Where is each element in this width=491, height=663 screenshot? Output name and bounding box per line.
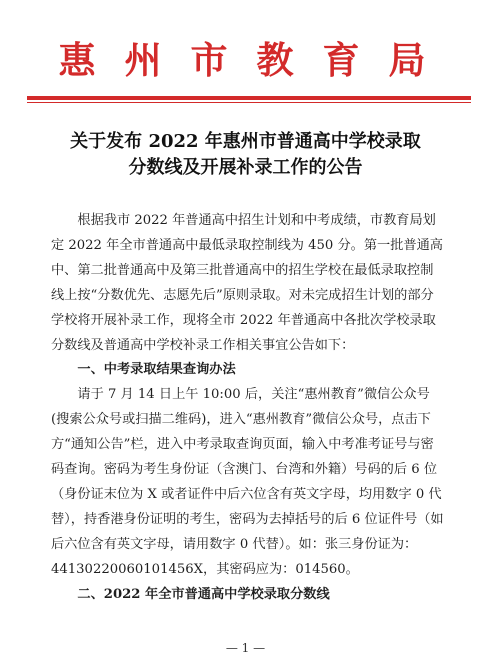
document-title-line-2: 分数线及开展补录工作的公告 [128, 157, 363, 178]
document-title-line-1: 关于发布 2022 年惠州市普通高中学校录取 [70, 131, 421, 152]
section-heading-1: 一、中考录取结果查询办法 [77, 362, 236, 378]
section-heading-2: 二、2022 年全市普通高中学校录取分数线 [77, 586, 330, 602]
header-red-rule-thick [27, 96, 471, 100]
document-body [51, 209, 446, 608]
issuer-header: 惠州市教育局 [58, 38, 455, 82]
header-red-rule-thin [27, 102, 471, 103]
page-number: — 1 — [225, 641, 266, 655]
query-method-paragraph: 请于 7 月 14 日上午 10:00 后，关注“惠州教育”微信公众号(搜索公众号或扫描二维码)，进入“惠州教育”微信公众号，点击下方“通知公告”栏，进入中考录取查询页面，输入中考准考证号与密码查询。密码为考生身份证（含澳门、台湾和外籍）号码的后 6 位（身份证末位为 X 或者证件中后六位含有英文字母，均用数字 0 代替），持香港身份证明的考生，密码为去掉括号的后 6 位证件号（如后六位含有英文字母，请用数字 0 代替）。如：张三身份证为：44130220060101456X，其密码应为：014560。 [51, 387, 444, 577]
intro-paragraph: 根据我市 2022 年普通高中招生计划和中考成绩，市教育局划定 2022 年全市普通高中最低录取控制线为 450 分。第一批普通高中、第二批普通高中及第三批普通高中的招生学校在最低录取控制线上按“分数优先、志愿先后”原则录取。对未完成招生计划的部分学校将开展补录工作，现将全市 2022 年普通高中各批次学校录取分数线及普通高中学校补录工作相关事宜公告如下： [51, 213, 443, 353]
